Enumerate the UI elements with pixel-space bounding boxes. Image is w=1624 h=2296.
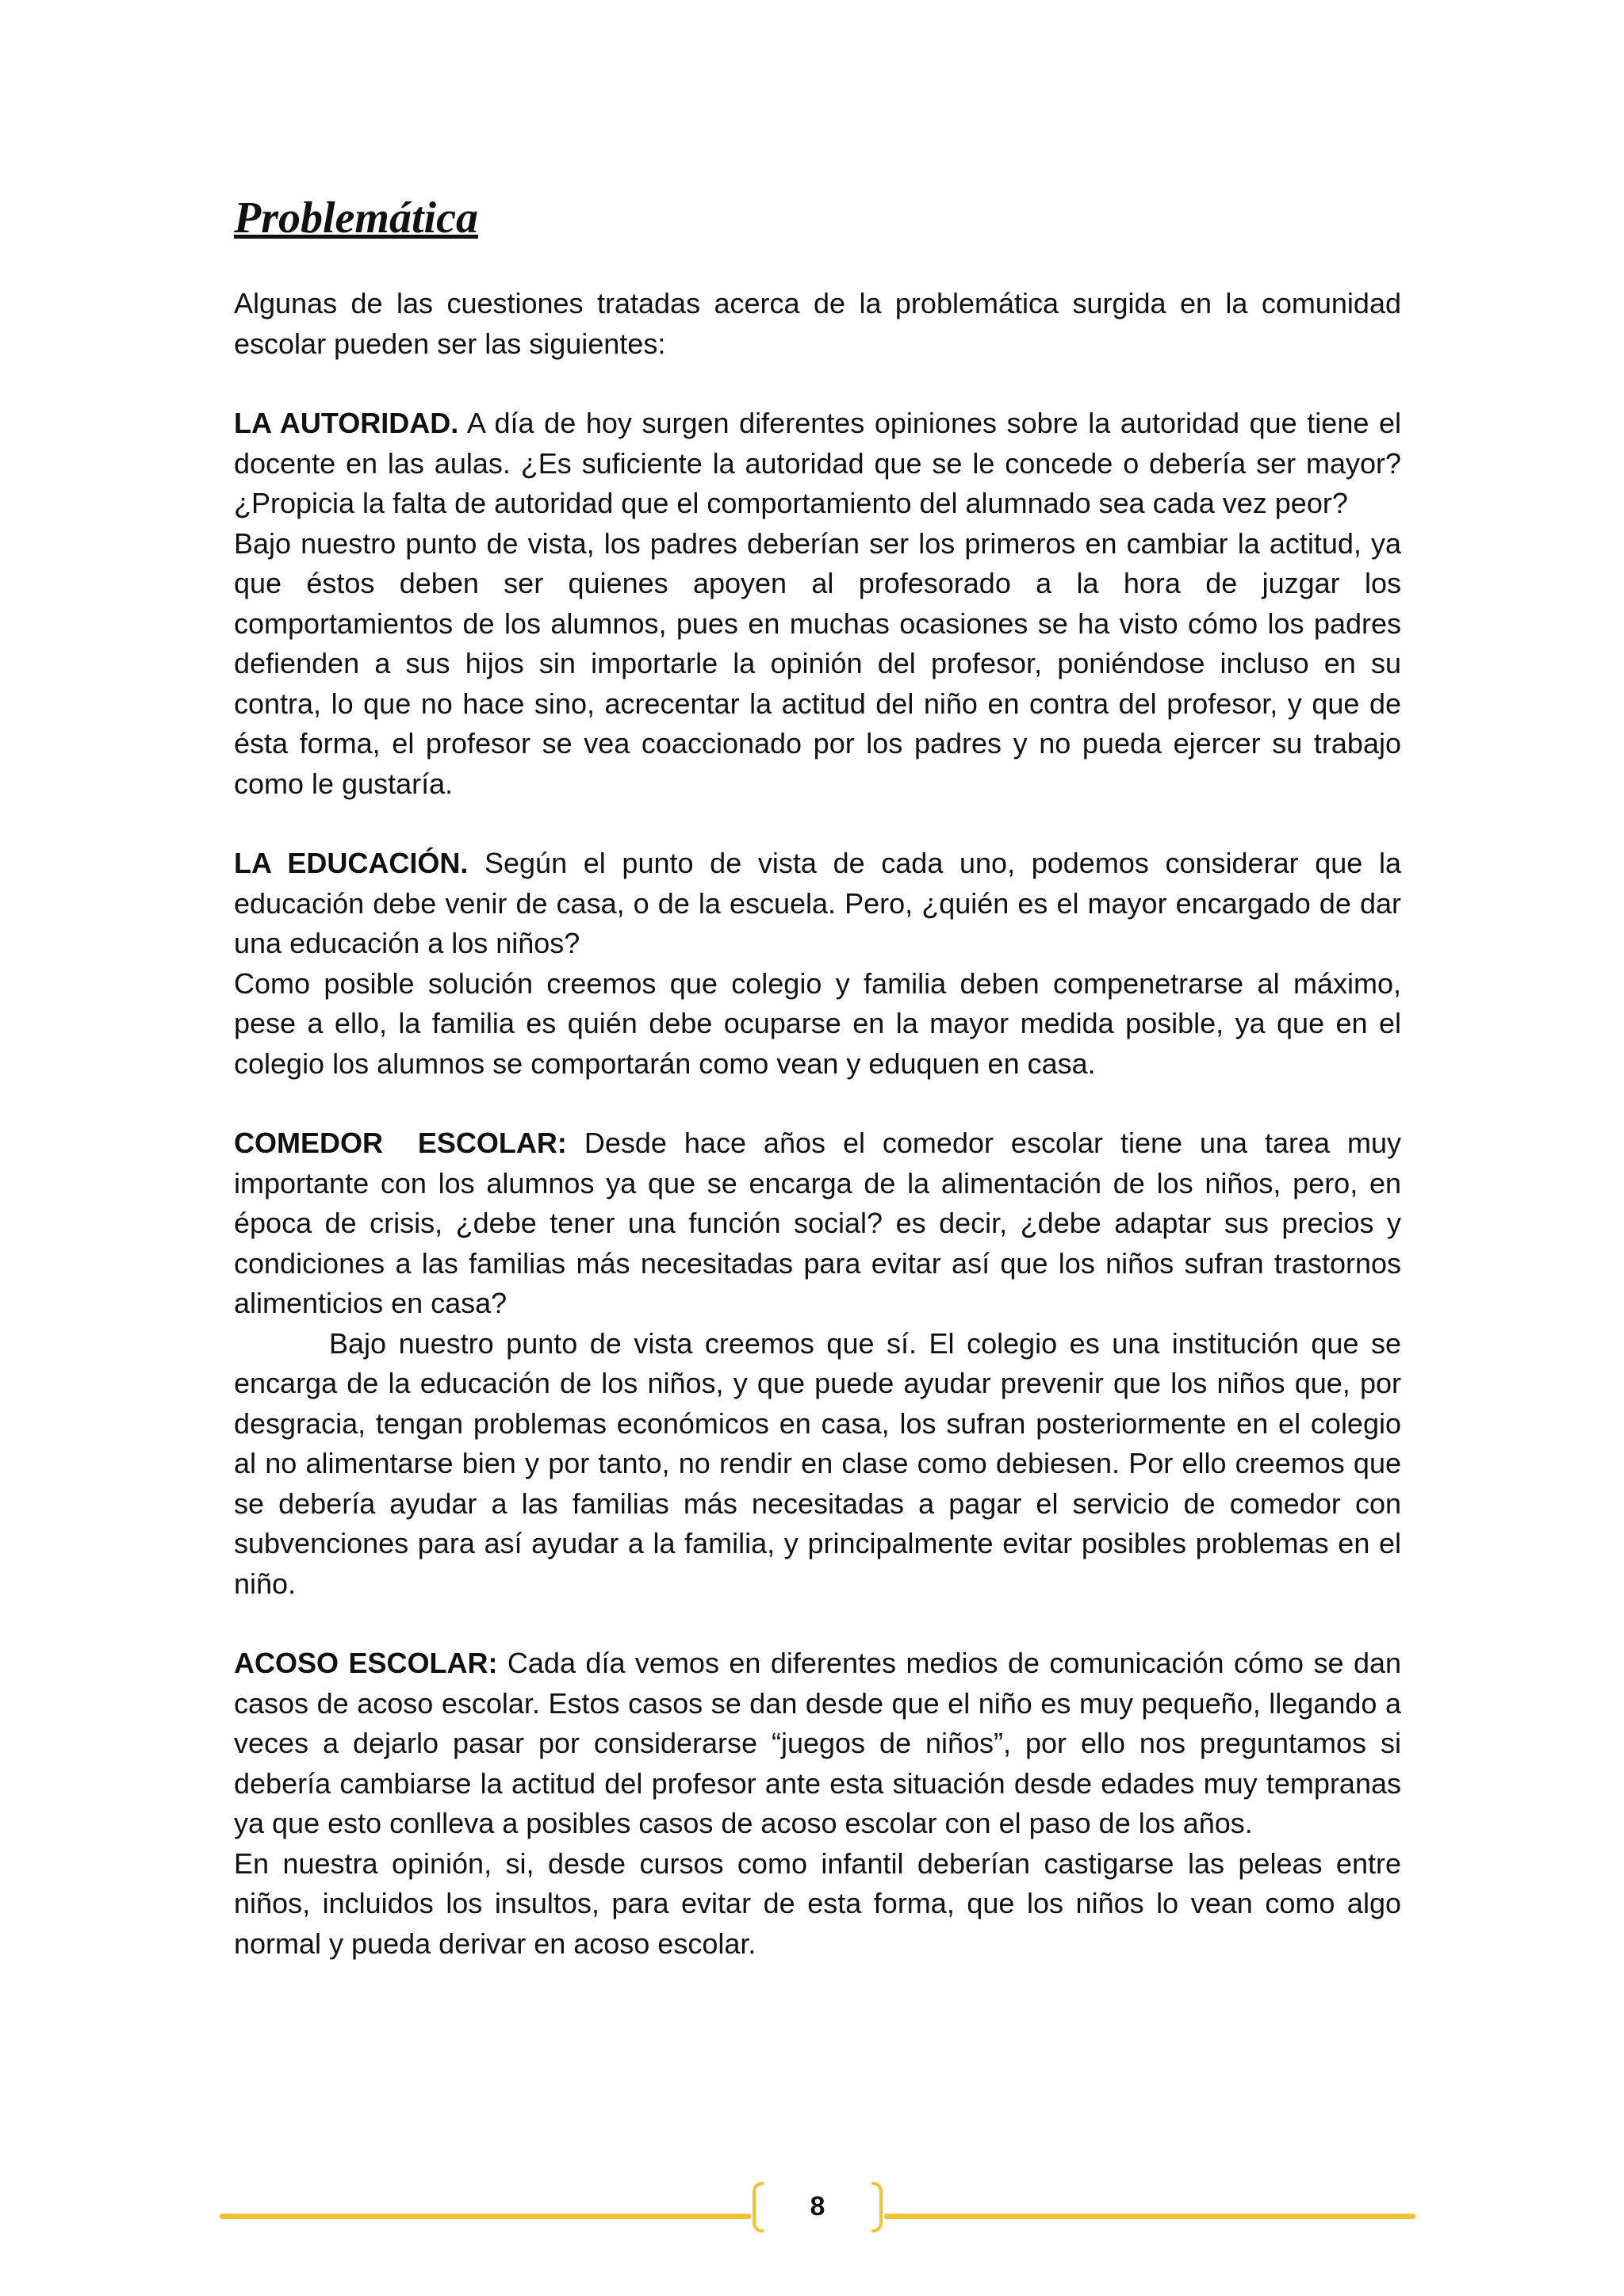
section-acoso bbox=[234, 1644, 1401, 1844]
section-educacion bbox=[234, 844, 1401, 964]
section-heading: LA AUTORIDAD. bbox=[234, 407, 459, 439]
page-content bbox=[234, 190, 1401, 1964]
section-heading: COMEDOR ESCOLAR: bbox=[234, 1127, 567, 1159]
section-text: A día de hoy surgen diferentes opiniones sobre la autoridad que tiene el docente en las aulas. ¿Es suficiente la autoridad que se le concede o debería ser mayor? ¿Propicia la falta de autoridad que el comportamiento del alumnado sea cada vez peor? bbox=[234, 407, 1401, 519]
section-comedor bbox=[234, 1123, 1401, 1324]
section-followup: En nuestra opinión, si, desde cursos como infantil deberían castigarse las peleas entre niños, incluidos los insultos, para evitar de esta forma, que los niños lo vean como algo normal y pueda derivar en acoso escolar. bbox=[234, 1846, 1401, 1960]
section-heading: ACOSO ESCOLAR: bbox=[234, 1647, 498, 1679]
section-text: Según el punto de vista de cada uno, podemos considerar que la educación debe venir de casa, o de la escuela. Pero, ¿quién es el mayor encargado de dar una educación a los niños? bbox=[234, 847, 1401, 959]
left-brace-icon bbox=[753, 2182, 764, 2233]
section-followup: Bajo nuestro punto de vista, los padres deberían ser los primeros en cambiar la actitud, ya que éstos deben ser quienes apoyen al profesorado a la hora de juzgar los comportamientos de los alumnos, pues en muchas ocasiones se ha visto cómo los padres defienden a sus hijos sin importarle la opinión del profesor, poniéndose incluso en su contra, lo que no hace sino, acrecentar la actitud del niño en contra del profesor, y que de ésta forma, el profesor se vea coaccionado por los padres y no pueda ejercer su trabajo como le gustaría. bbox=[234, 526, 1401, 800]
section-text: Cada día vemos en diferentes medios de comunicación cómo se dan casos de acoso escolar. Estos casos se dan desde que el niño es muy pequeño, llegando a veces a dejarlo pasar por considerarse “juegos de niños”, por ello nos preguntamos si debería cambiarse la actitud del profesor ante esta situación desde edades muy tempranas ya que esto conlleva a posibles casos de acoso escolar con el paso de los años. bbox=[234, 1647, 1402, 1839]
section-heading: LA EDUCACIÓN. bbox=[234, 847, 469, 879]
page-number: 8 bbox=[810, 2191, 825, 2221]
section-text: Desde hace años el comedor escolar tiene una tarea muy importante con los alumnos ya que se encarga de la alimentación de los niños, pero, en época de crisis, ¿debe tener una función social? es decir, ¿debe adaptar sus precios y condiciones a las familias más necesitadas para evitar así que los niños sufran trastornos alimenticios en casa? bbox=[234, 1127, 1402, 1319]
section-followup: Como posible solución creemos que colegio y familia deben compenetrarse al máximo, pese a ello, la familia es quién debe ocuparse en la mayor medida posible, ya que en el colegio los alumnos se comportarán como vean y eduquen en casa. bbox=[234, 966, 1401, 1080]
section-autoridad bbox=[234, 404, 1401, 524]
section-followup: Bajo nuestro punto de vista creemos que sí. El colegio es una institución que se encarga de la educación de los niños, y que puede ayudar prevenir que los niños que, por desgracia, tengan problemas económicos en casa, los sufran posteriormente en el colegio al no alimentarse bien y por tanto, no rendir en clase como debiesen. Por ello creemos que se debería ayudar a las familias más necesitadas a pagar el servicio de comedor con subvenciones para así ayudar a la familia, y principalmente evitar posibles problemas en el niño. bbox=[234, 1326, 1401, 1600]
footer-rule-left bbox=[220, 2214, 751, 2219]
intro-paragraph: Algunas de las cuestiones tratadas acerca de la problemática surgida en la comunidad escolar pueden ser las siguientes: bbox=[234, 287, 1401, 360]
page-title: Problemática bbox=[234, 193, 478, 243]
page-footer bbox=[220, 2182, 1415, 2229]
footer-rule-right bbox=[884, 2214, 1415, 2219]
right-brace-icon bbox=[871, 2182, 883, 2233]
